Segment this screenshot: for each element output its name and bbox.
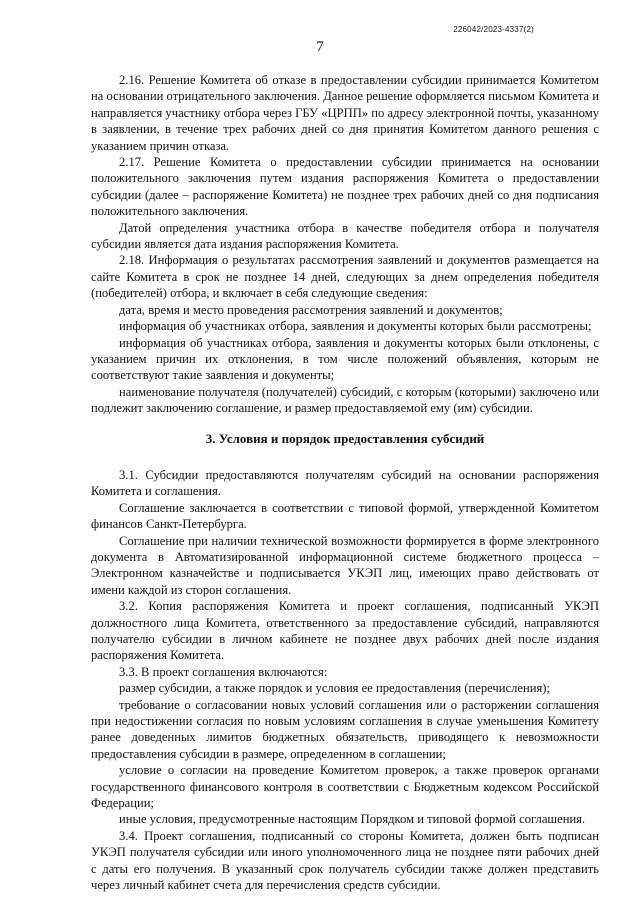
paragraph-3-2: 3.2. Копия распоряжения Комитета и проект соглашения, подписанный УКЭП должностного лица Комитета, ответственного за предоставление субсидий, направляются получателю субсидии в личном кабинете не позднее двух рабочих дней после издания распоряжения Комитета. — [91, 599, 599, 663]
list-item-new-conditions: требование о согласовании новых условий соглашения или о расторжении соглашения при недостижении согласия по новым условиям соглашения в случае уменьшения Комитету ранее доведенных лимитов бюджетных обязательств, приводящего к невозможности предоставления субсидии в размере, определенном в соглашении; — [91, 697, 599, 761]
paragraph-3-3: 3.3. В проект соглашения включаются: — [119, 664, 328, 679]
list-item-date-time-place: дата, время и место проведения рассмотрения заявлений и документов; — [119, 302, 503, 317]
list-item-rejected-participants: информация об участниках отбора, заявления и документы которых были отклонены, с указанием причин их отклонения, в том числе положений объявления, которым не соответствуют такие заявления и документы; — [91, 335, 599, 383]
paragraph-selection-date: Датой определения участника отбора в качестве победителя отбора и получателя субсидии является дата издания распоряжения Комитета. — [91, 220, 599, 252]
paragraph-3-1: 3.1. Субсидии предоставляются получателям субсидий на основании распоряжения Комитета и соглашения. — [91, 467, 599, 499]
list-item-other-conditions: иные условия, предусмотренные настоящим Порядком и типовой формой соглашения. — [119, 812, 586, 827]
document-body — [91, 72, 599, 894]
page-number: 7 — [316, 39, 324, 55]
paragraph-3-4: 3.4. Проект соглашения, подписанный со стороны Комитета, должен быть подписан УКЭП получателя субсидии или иного уполномоченного лица не позднее пяти рабочих дней с даты его получения. В указанный срок получатель субсидии также должен представить через личный кабинет счета для перечисления средств субсидии. — [91, 828, 599, 893]
list-item-subsidy-amount: размер субсидии, а также порядок и условия ее предоставления (перечисления); — [119, 681, 550, 696]
list-item-inspections-consent: условие о согласии на проведение Комитетом проверок, а также проверок органами государственного финансового контроля в соответствии с Бюджетным кодексом Российской Федерации; — [91, 763, 599, 811]
document-registration-number: 226042/2023-4337(2) — [453, 25, 534, 34]
paragraph-2-16: 2.16. Решение Комитета об отказе в предоставлении субсидии принимается Комитетом на основании отрицательного заключения. Данное решение оформляется письмом Комитета и направляется участнику отбора через ГБУ «ЦРПП» по адресу электронной почты, указанному в заявлении, в течение трех рабочих дней со дня принятия Комитетом данного решения с указанием причин отказа. — [91, 73, 599, 153]
paragraph-agreement-electronic: Соглашение при наличии технической возможности формируется в форме электронного документа в Автоматизированной информационной системе бюджетного процесса – Электронном казначействе и подписывается УКЭП лиц, имеющих право действовать от имени каждой из сторон соглашения. — [91, 533, 599, 597]
paragraph-2-17: 2.17. Решение Комитета о предоставлении субсидии принимается на основании положительного заключения путем издания распоряжения Комитета о предоставлении субсидии (далее – распоряжение Комитета) не позднее трех рабочих дней со дня подписания положительного заключения. — [91, 155, 599, 219]
list-item-recipients: наименование получателя (получателей) субсидий, с которым (которыми) заключено или подлежит заключению соглашение, и размер предоставляемой ему (им) субсидии. — [91, 384, 599, 416]
paragraph-2-18: 2.18. Информация о результатах рассмотрения заявлений и документов размещается на сайте Комитета в срок не позднее 14 дней, следующих за днем определения победителя (победителей) отбора, и включает в себя следующие сведения: — [91, 253, 599, 301]
section-title: 3. Условия и порядок предоставления субсидий — [205, 430, 485, 446]
paragraph-agreement-form: Соглашение заключается в соответствии с типовой формой, утвержденной Комитетом финансов Санкт-Петербурга. — [91, 500, 599, 532]
list-item-reviewed-participants: информация об участниках отбора, заявления и документы которых были рассмотрены; — [119, 319, 592, 334]
